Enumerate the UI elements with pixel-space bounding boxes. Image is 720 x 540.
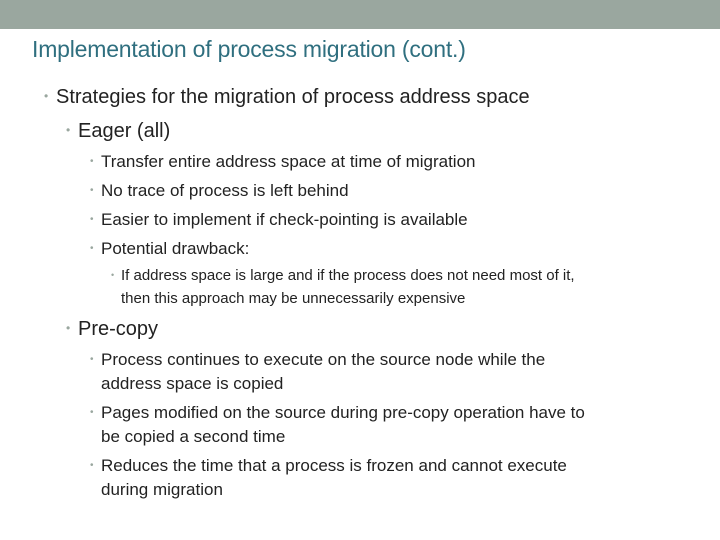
bullet-eager-item xyxy=(90,210,468,230)
bullet-icon: • xyxy=(90,460,94,471)
bullet-text: Pre-copy xyxy=(78,318,159,340)
bullet-icon: • xyxy=(66,321,71,335)
bullet-precopy xyxy=(66,318,158,341)
bullet-drawback-detail xyxy=(111,267,575,284)
bullet-eager xyxy=(66,120,170,143)
bullet-precopy-item-cont: during migration xyxy=(101,480,223,499)
bullet-text: Easier to implement if check-pointing is available xyxy=(101,210,468,229)
bullet-text: No trace of process is left behind xyxy=(101,181,349,200)
bullet-precopy-item-cont: address space is copied xyxy=(101,374,284,393)
bullet-text: Pages modified on the source during pre-copy operation have to xyxy=(101,403,585,422)
bullet-icon: • xyxy=(111,270,115,280)
slide-title: Implementation of process migration (cont.) xyxy=(32,36,466,62)
bullet-icon: • xyxy=(90,185,94,196)
header-bar xyxy=(0,0,720,29)
bullet-icon: • xyxy=(90,243,94,254)
bullet-eager-item xyxy=(90,181,349,201)
bullet-icon: • xyxy=(90,214,94,225)
bullet-icon: • xyxy=(44,89,49,103)
bullet-eager-item xyxy=(90,239,249,259)
bullet-precopy-item-cont: be copied a second time xyxy=(101,427,286,446)
bullet-drawback-detail-cont: then this approach may be unnecessarily expensive xyxy=(121,290,466,307)
bullet-icon: • xyxy=(90,354,94,365)
bullet-text: Strategies for the migration of process address space xyxy=(56,86,530,108)
bullet-text: Transfer entire address space at time of migration xyxy=(101,152,476,171)
bullet-precopy-item xyxy=(90,456,567,476)
bullet-icon: • xyxy=(90,156,94,167)
bullet-precopy-item xyxy=(90,350,545,370)
bullet-text: If address space is large and if the process does not need most of it, xyxy=(121,267,575,284)
bullet-icon: • xyxy=(90,407,94,418)
bullet-text: Process continues to execute on the source node while the xyxy=(101,350,546,369)
bullet-text: Eager (all) xyxy=(78,120,171,142)
bullet-strategies xyxy=(44,86,530,109)
bullet-precopy-item xyxy=(90,403,585,423)
bullet-text: Reduces the time that a process is frozen and cannot execute xyxy=(101,456,567,475)
bullet-text: Potential drawback: xyxy=(101,239,250,258)
bullet-eager-item xyxy=(90,152,475,172)
bullet-icon: • xyxy=(66,123,71,137)
